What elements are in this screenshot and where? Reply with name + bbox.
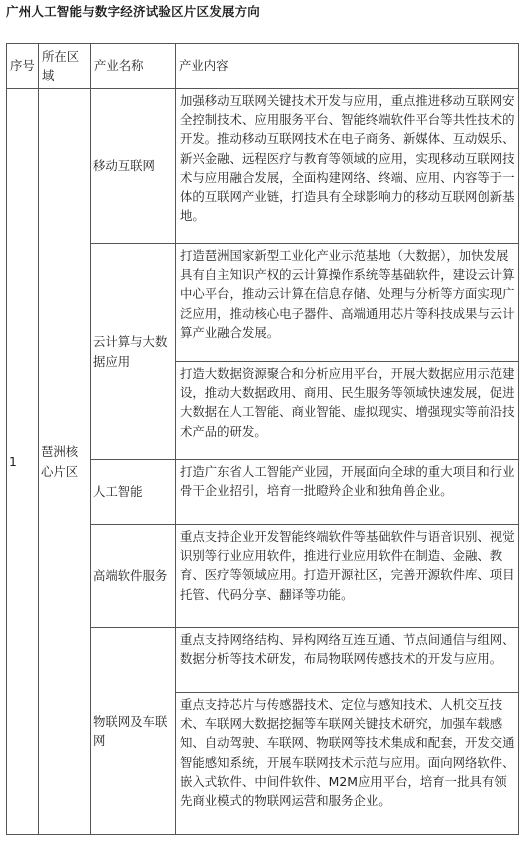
industry-name: 物联网及车联网 [91,628,176,835]
industry-content: 重点支持芯片与传感器技术、定位与感知技术、人机交互技术、车联网大数据挖掘等车联网关键技术研究，加强车载感知、自动驾驶、车联网、物联网等技术集成和配套，开发交通智能感知系统，开展车联网技术示范与应用。面向网络软件、嵌入式软件、中间件软件、M2M应用平台，培育一批具有领先商业模式的物联网运营和服务企业。 [176,693,519,835]
industry-name: 云计算与大数据应用 [91,244,176,460]
region-cell: 琶洲核心片区 [39,89,91,835]
development-table [6,43,519,835]
industry-content: 重点支持网络结构、异构网络互连互通、节点间通信与组网、数据分析等技术研发，布局物联网传感技术的开发与应用。 [176,628,519,693]
industry-content: 打造大数据资源聚合和分析应用平台，开展大数据应用示范建设，推动大数据政用、商用、民生服务等领域快速发展，促进大数据在人工智能、商业智能、虚拟现实、增强现实等前沿技术产品的研发。 [176,362,519,460]
industry-content: 打造广东省人工智能产业园，开展面向全球的重大项目和行业骨干企业招引，培育一批瞪羚企业和独角兽企业。 [176,460,519,525]
header-content: 产业内容 [176,44,519,89]
table-header-row [7,44,519,89]
industry-content: 加强移动互联网关键技术开发与应用，重点推进移动互联网安全控制技术、应用服务平台、智能终端软件平台等共性技术的开发。推动移动互联网技术在电子商务、新媒体、互动娱乐、新兴金融、远程医疗与教育等领域的应用，实现移动互联网技术与应用融合发展，全面构建网络、终端、应用、内容等于一体的互联网产业链，打造具有全球影响力的移动互联网创新基地。 [176,89,519,244]
header-no: 序号 [7,44,39,89]
industry-content: 打造琶洲国家新型工业化产业示范基地（大数据），加快发展具有自主知识产权的云计算操作系统等基础软件，建设云计算中心平台，推动云计算在信息存储、处理与分析等方面实现广泛应用，推动核心电子器件、高端通用芯片等科技成果与云计算产业融合发展。 [176,244,519,362]
document-title: 广州人工智能与数字经济试验区片区发展方向 [6,4,261,19]
industry-name: 移动互联网 [91,89,176,244]
table-row [7,89,519,244]
industry-content: 重点支持企业开发智能终端软件等基础软件与语音识别、视觉识别等行业应用软件，推进行业应用软件在制造、金融、教育、医疗等领域应用。打造开源社区，完善开源软件库、项目托管、代码分享、翻译等功能。 [176,525,519,628]
header-region: 所在区域 [39,44,91,89]
header-industry: 产业名称 [91,44,176,89]
industry-name: 人工智能 [91,460,176,525]
row-number: 1 [7,89,39,835]
industry-name: 高端软件服务 [91,525,176,628]
